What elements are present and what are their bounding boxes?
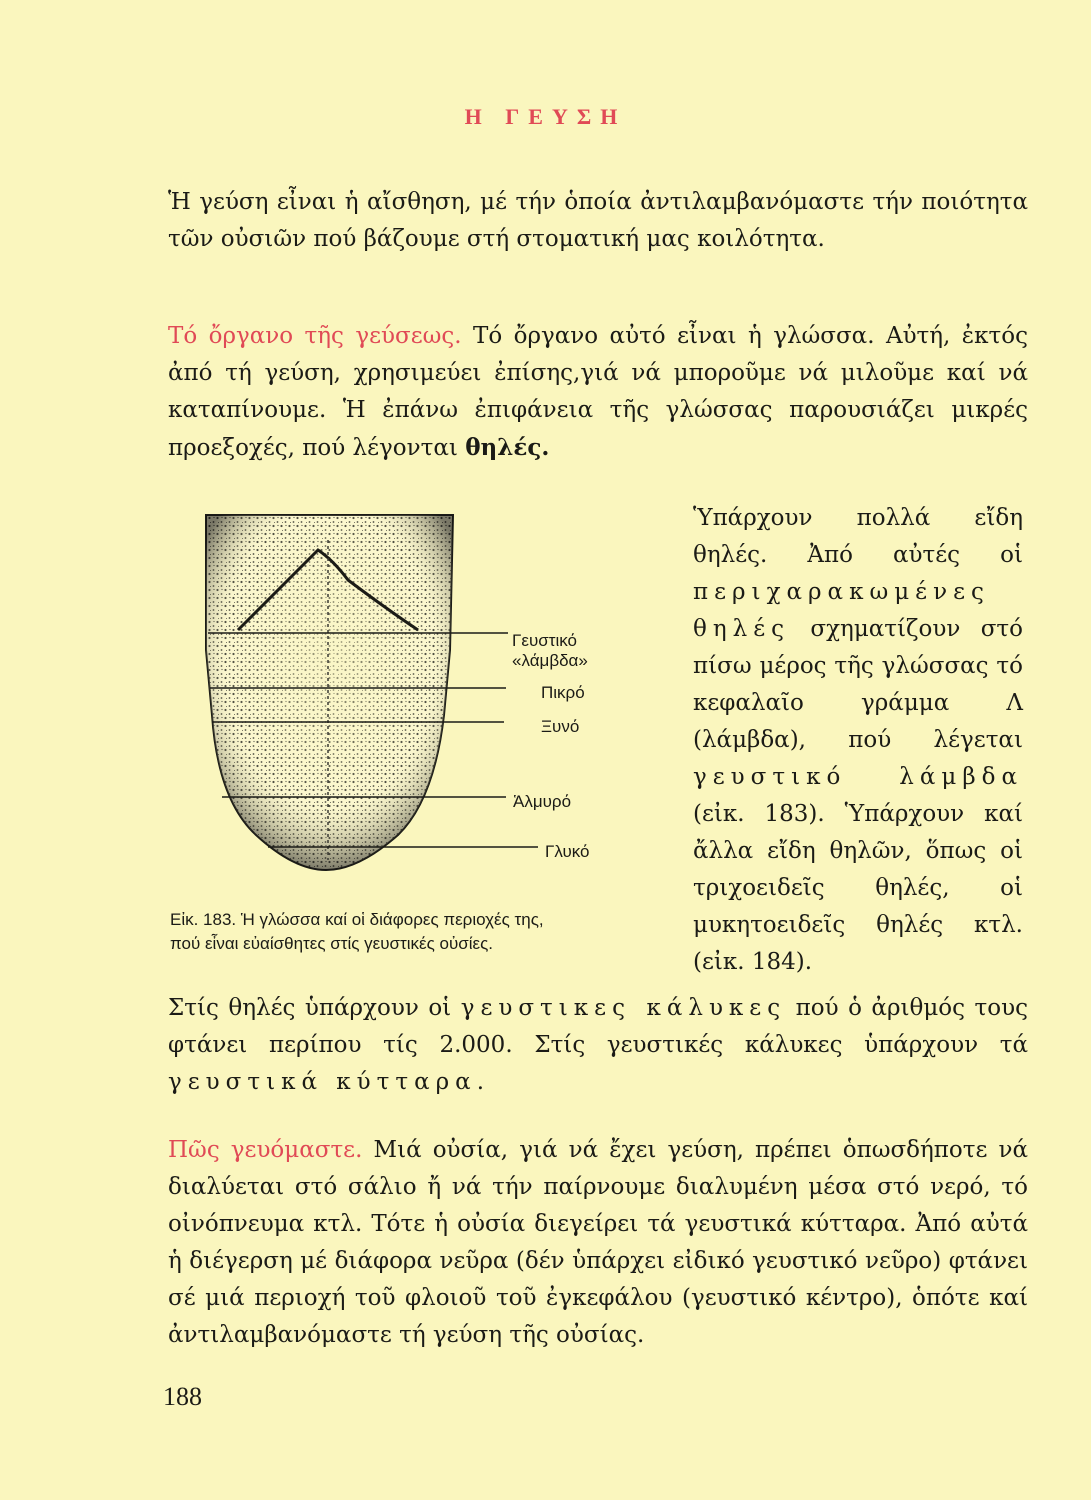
label-sweet: Γλυκό (545, 842, 590, 861)
papillae-paragraph (693, 500, 1023, 981)
caption-line-2: πού εἶναι εὐαίσθητες στίς γευστικές οὐσίες. (170, 934, 494, 953)
tongue-diagram (168, 500, 668, 910)
organ-heading: Τό ὄργανο τῆς γεύσεως. (168, 323, 462, 349)
intro-paragraph: Ἡ γεύση εἶναι ἡ αἴσθηση, μέ τήν ὁποία ἀντιλαμβανόμαστε τήν ποιότητα τῶν οὐσιῶν πού βάζουμε στή στοματική μας κοιλότητα. (168, 189, 1028, 252)
buds-text-1: Στίς θηλές ὑπάρχουν οἱ (168, 995, 461, 1021)
page-number: 188 (163, 1382, 202, 1411)
tongue-shading (206, 515, 453, 870)
organ-paragraph (168, 318, 1028, 467)
label-lambda-1: Γευστικό (512, 631, 577, 650)
papillae-text-2: σχηματίζουν στό πίσω μέρος τῆς γλώσσας τό κεφαλαῖο γράμμα Λ (λάμβδα), πού λέγεται (693, 616, 1023, 753)
papillae-text-3: (εἰκ. 183). Ὑπάρχουν καί ἄλλα εἴδη θηλῶν, ὅπως οἱ τριχοειδεῖς θηλές, οἱ μυκητοειδεῖς θηλές κτλ. (εἰκ. 184). (693, 801, 1023, 975)
label-bitter: Πικρό (541, 683, 585, 702)
label-lambda-2: «λάμβδα» (512, 651, 588, 670)
figure-caption (170, 908, 650, 956)
buds-spaced-1: γευστικες κάλυκες (460, 995, 787, 1021)
papillae-text-1: Ὑπάρχουν πολλά εἴδη θηλές. Ἀπό αὐτές οἱ (693, 505, 1023, 568)
label-sour: Ξυνό (541, 717, 580, 736)
page-title: Η ΓΕΥΣΗ (464, 104, 627, 129)
caption-line-1: Εἰκ. 183. Ἡ γλώσσα καί οἱ διάφορες περιοχές της, (170, 910, 544, 929)
taste-buds-paragraph (168, 990, 1028, 1101)
organ-term: θηλές. (465, 434, 550, 461)
papillae-spaced-2: γευστικό λάμβδα (693, 764, 1023, 790)
taste-heading: Πῶς γευόμαστε. (168, 1137, 363, 1163)
taste-text: Μιά οὐσία, γιά νά ἔχει γεύση, πρέπει ὁπωσδήποτε νά διαλύεται στό σάλιο ἤ νά τήν παίρνουμε διαλυμένη μέσα στό νερό, τό οἰνόπνευμα κτλ. Τότε ἡ οὐσία διεγείρει τά γευστικά κύτταρα. Ἀπό αὐτά ἡ διέγερση μέ διάφορα νεῦρα (δέν ὑπάρχει εἰδικό γευστικό νεῦρο) φτάνει σέ μιά περιοχή τοῦ φλοιοῦ τοῦ ἐγκεφάλου (γευστικό κέντρο), ὁπότε καί ἀντιλαμβανόμαστε τή γεύση τῆς οὐσίας. (168, 1137, 1028, 1348)
label-salty: Ἁλμυρό (513, 792, 572, 811)
buds-text-2: πού ὁ ἀριθμός τους φτάνει περίπου τίς 2.000. Στίς γευστικές κάλυκες ὑπάρχουν τά (168, 995, 1028, 1058)
tongue-figure (168, 500, 668, 960)
buds-text-3: . (476, 1069, 485, 1095)
organ-text: Τό ὄργανο αὐτό εἶναι ἡ γλώσσα. Αὐτή, ἐκτός ἀπό τή γεύση, χρησιμεύει ἐπίσης,γιά νά μποροῦμε νά μιλοῦμε καί νά καταπίνουμε. Ἡ ἐπάνω ἐπιφάνεια τῆς γλώσσας παρουσιάζει μικρές προεξοχές, πού λέγονται (168, 323, 1028, 461)
papillae-spaced-1: περιχαρακωμένες θηλές (693, 579, 990, 642)
how-we-taste-paragraph (168, 1132, 1028, 1354)
buds-spaced-2: γευστικά κύτταρα (168, 1069, 477, 1095)
